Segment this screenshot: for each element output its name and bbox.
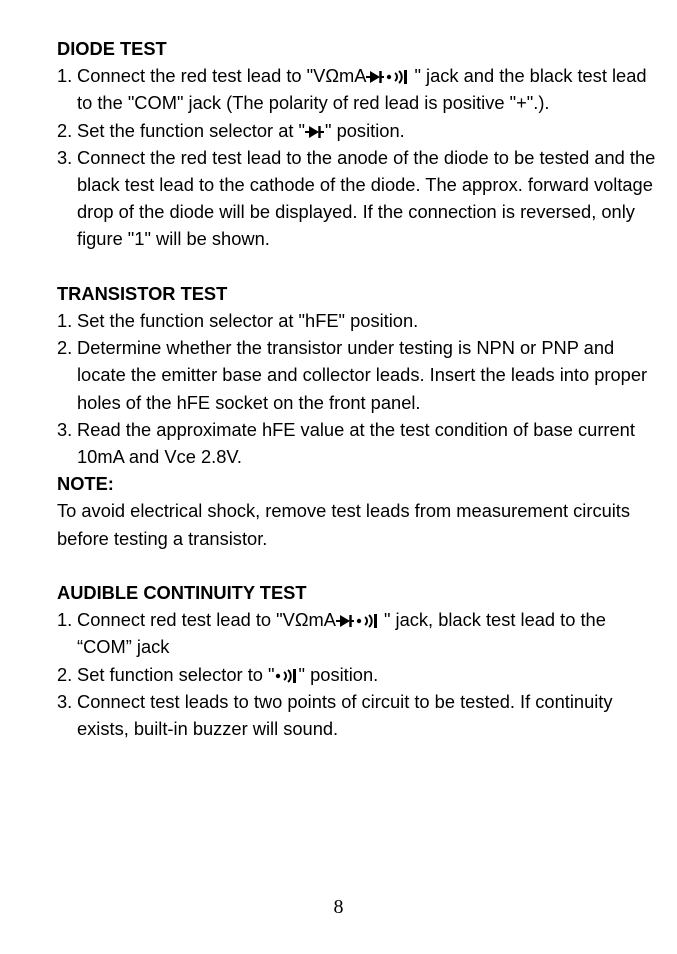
diode-test-section	[57, 35, 657, 253]
section-spacer	[57, 253, 657, 280]
continuity-step-3	[57, 688, 657, 742]
step-number: 1.	[57, 609, 73, 631]
step-text-end: " jack and the black test lead to the "COM" jack (The polarity of red lead is positive "+".).	[77, 65, 647, 114]
section-spacer	[57, 552, 657, 579]
diode-step-1	[57, 62, 657, 116]
manual-page	[57, 35, 657, 742]
transistor-test-steps	[57, 307, 657, 470]
diode-step-3	[57, 144, 657, 253]
step-text-end: " position.	[325, 119, 405, 141]
step-number: 1.	[57, 309, 73, 331]
transistor-test-heading: TRANSISTOR TEST	[57, 282, 228, 304]
step-number: 3.	[57, 690, 73, 712]
step-text: Set the function selector at "hFE" position.	[77, 309, 419, 331]
step-text: Read the approximate hFE value at the test condition of base current 10mA and Vce 2.8V.	[77, 418, 635, 467]
continuity-buzzer-icon	[275, 668, 299, 684]
diode-test-heading: DIODE TEST	[57, 38, 167, 59]
transistor-test-section	[57, 280, 657, 552]
continuity-test-heading: AUDIBLE CONTINUITY TEST	[57, 581, 307, 603]
step-text: Connect test leads to two points of circuit to be tested. If continuity exists, built-in buzzer will sound.	[77, 690, 613, 739]
step-text-end: " position.	[298, 663, 379, 685]
step-text-start: Set function selector to "	[77, 663, 275, 685]
step-number: 3.	[57, 418, 73, 440]
transistor-step-2	[57, 334, 657, 416]
diode-step-2	[57, 117, 657, 144]
diode-symbol-icon	[305, 124, 325, 140]
step-text-start: Connect the red test lead to "VΩmA	[77, 65, 367, 87]
step-number: 3.	[57, 146, 73, 168]
transistor-step-3	[57, 416, 657, 470]
step-number: 2.	[57, 119, 73, 141]
step-number: 2.	[57, 337, 73, 359]
step-text-start: Set the function selector at "	[77, 119, 306, 141]
diode-continuity-symbol-icon	[336, 613, 384, 629]
note-text: To avoid electrical shock, remove test leads from measurement circuits before testing a transistor.	[57, 500, 631, 549]
step-number: 1.	[57, 65, 73, 87]
continuity-step-1	[57, 606, 657, 660]
step-text: Connect the red test lead to the anode of the diode to be tested and the black test lead to the cathode of the diode. The approx. forward voltage drop of the diode will be displayed. If the connection is reversed, only figure "1" will be shown.	[77, 146, 656, 250]
continuity-test-section	[57, 579, 657, 742]
continuity-test-steps	[57, 606, 657, 742]
note-heading: NOTE:	[57, 473, 114, 495]
step-text-end: " jack, black test lead to the “COM” jack	[77, 609, 606, 658]
step-number: 2.	[57, 663, 73, 685]
step-text: Determine whether the transistor under testing is NPN or PNP and locate the emitter base and collector leads. Insert the leads into proper holes of the hFE socket on the front panel.	[77, 337, 648, 413]
step-text-start: Connect red test lead to "VΩmA	[77, 609, 336, 631]
diode-continuity-symbol-icon	[366, 69, 414, 85]
diode-test-steps	[57, 62, 657, 252]
transistor-step-1	[57, 307, 657, 334]
continuity-step-2	[57, 661, 657, 688]
page-number: 8	[333, 896, 344, 918]
